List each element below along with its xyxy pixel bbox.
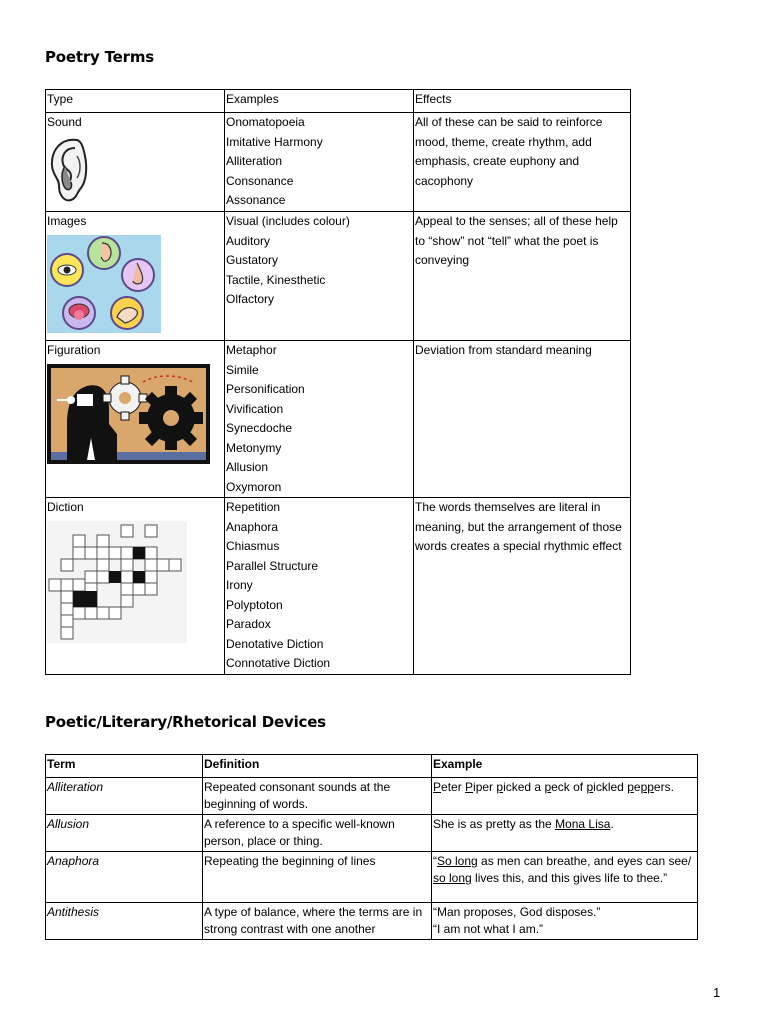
type-label: Sound bbox=[47, 115, 82, 129]
definition-cell: Repeating the beginning of lines bbox=[203, 852, 432, 903]
list-item: Vivification bbox=[226, 401, 284, 416]
table-row bbox=[46, 113, 631, 212]
term-cell: Antithesis bbox=[46, 903, 203, 940]
definition-cell: A reference to a specific well-known person, place or thing. bbox=[203, 815, 432, 852]
term-cell: Allusion bbox=[46, 815, 203, 852]
list-item: Personification bbox=[226, 382, 305, 396]
definition-cell: Repeated consonant sounds at the beginning of words. bbox=[203, 778, 432, 815]
term-cell: Alliteration bbox=[46, 778, 203, 815]
type-label: Diction bbox=[47, 500, 84, 514]
example-text: as men can breathe, and eyes can see/ bbox=[477, 854, 692, 868]
list-item: Paradox bbox=[226, 617, 271, 631]
type-cell bbox=[46, 212, 225, 341]
example-line: “I am not what I am.” bbox=[433, 922, 544, 936]
list-item: Imitative Harmony bbox=[226, 134, 323, 149]
example-cell bbox=[432, 815, 698, 852]
list-item: Repetition bbox=[226, 500, 281, 514]
underlined-text: so long bbox=[433, 871, 472, 885]
example-cell: Peter Piper picked a peck of pickled peppers. bbox=[432, 778, 698, 815]
table-row bbox=[46, 778, 698, 815]
table-row bbox=[46, 212, 631, 341]
header-effects: Effects bbox=[414, 90, 631, 113]
example-text: . bbox=[610, 817, 614, 831]
list-item: Oxymoron bbox=[226, 479, 282, 494]
list-item: Onomatopoeia bbox=[226, 115, 305, 129]
table-header-row bbox=[46, 90, 631, 113]
list-item: Irony bbox=[226, 578, 253, 592]
table-row bbox=[46, 341, 631, 498]
ear-image bbox=[47, 136, 89, 206]
underlined-text: Mona Lisa bbox=[555, 817, 611, 831]
type-cell bbox=[46, 498, 225, 675]
section-title-poetry-terms: Poetry Terms bbox=[45, 48, 155, 66]
list-item: Connotative Diction bbox=[226, 656, 331, 670]
list-item: Allusion bbox=[226, 460, 269, 474]
effects-cell: The words themselves are literal in meaning, but the arrangement of those words creates a special rhythmic effect bbox=[414, 498, 631, 675]
header-examples: Examples bbox=[225, 90, 414, 113]
list-item: Anaphora bbox=[226, 519, 279, 534]
list-item: Alliteration bbox=[226, 154, 283, 168]
crossword-image bbox=[47, 521, 187, 643]
list-item: Chiasmus bbox=[226, 539, 280, 553]
effects-cell: Appeal to the senses; all of these help to “show” not “tell” what the poet is conveying bbox=[414, 212, 631, 341]
gears-head-image bbox=[47, 364, 210, 464]
table-row bbox=[46, 903, 698, 940]
term-cell: Anaphora bbox=[46, 852, 203, 903]
list-item: Parallel Structure bbox=[226, 558, 319, 573]
examples-cell bbox=[225, 212, 414, 341]
devices-table bbox=[45, 754, 698, 940]
list-item: Denotative Diction bbox=[226, 636, 324, 651]
examples-cell bbox=[225, 498, 414, 675]
list-item: Consonance bbox=[226, 173, 294, 188]
example-text: “ bbox=[433, 854, 437, 868]
page-number: 1 bbox=[713, 985, 721, 1000]
table-row bbox=[46, 498, 631, 675]
example-cell bbox=[432, 852, 698, 903]
underlined-text: So long bbox=[437, 854, 478, 868]
type-label: Images bbox=[47, 214, 87, 228]
list-item: Gustatory bbox=[226, 253, 279, 267]
poetry-terms-table bbox=[45, 89, 631, 675]
list-item: Visual (includes colour) bbox=[226, 214, 350, 228]
examples-cell bbox=[225, 341, 414, 498]
list-item: Auditory bbox=[226, 233, 271, 248]
examples-cell bbox=[225, 113, 414, 212]
type-cell bbox=[46, 341, 225, 498]
list-item: Synecdoche bbox=[226, 421, 293, 435]
table-header-row bbox=[46, 755, 698, 778]
list-item: Metaphor bbox=[226, 343, 277, 357]
list-item: Metonymy bbox=[226, 440, 282, 455]
table-row bbox=[46, 815, 698, 852]
senses-image bbox=[47, 235, 161, 333]
type-cell bbox=[46, 113, 225, 212]
effects-cell: Deviation from standard meaning bbox=[414, 341, 631, 498]
list-item: Simile bbox=[226, 362, 259, 377]
section-title-devices: Poetic/Literary/Rhetorical Devices bbox=[45, 713, 326, 731]
definition-cell: A type of balance, where the terms are in strong contrast with one another bbox=[203, 903, 432, 940]
header-example: Example bbox=[432, 755, 698, 778]
list-item: Tactile, Kinesthetic bbox=[226, 272, 326, 287]
example-text: lives this, and this gives life to thee.” bbox=[471, 871, 668, 885]
header-definition: Definition bbox=[203, 755, 432, 778]
example-line: “Man proposes, God disposes.” bbox=[433, 905, 601, 919]
example-cell bbox=[432, 903, 698, 940]
list-item: Assonance bbox=[226, 193, 286, 207]
table-row bbox=[46, 852, 698, 903]
header-term: Term bbox=[46, 755, 203, 778]
list-item: Polyptoton bbox=[226, 597, 283, 612]
example-text: She is as pretty as the bbox=[433, 817, 556, 831]
effects-cell: All of these can be said to reinforce mood, theme, create rhythm, add emphasis, create euphony and cacophony bbox=[414, 113, 631, 212]
header-type: Type bbox=[46, 90, 225, 113]
type-label: Figuration bbox=[47, 343, 101, 357]
list-item: Olfactory bbox=[226, 292, 275, 306]
